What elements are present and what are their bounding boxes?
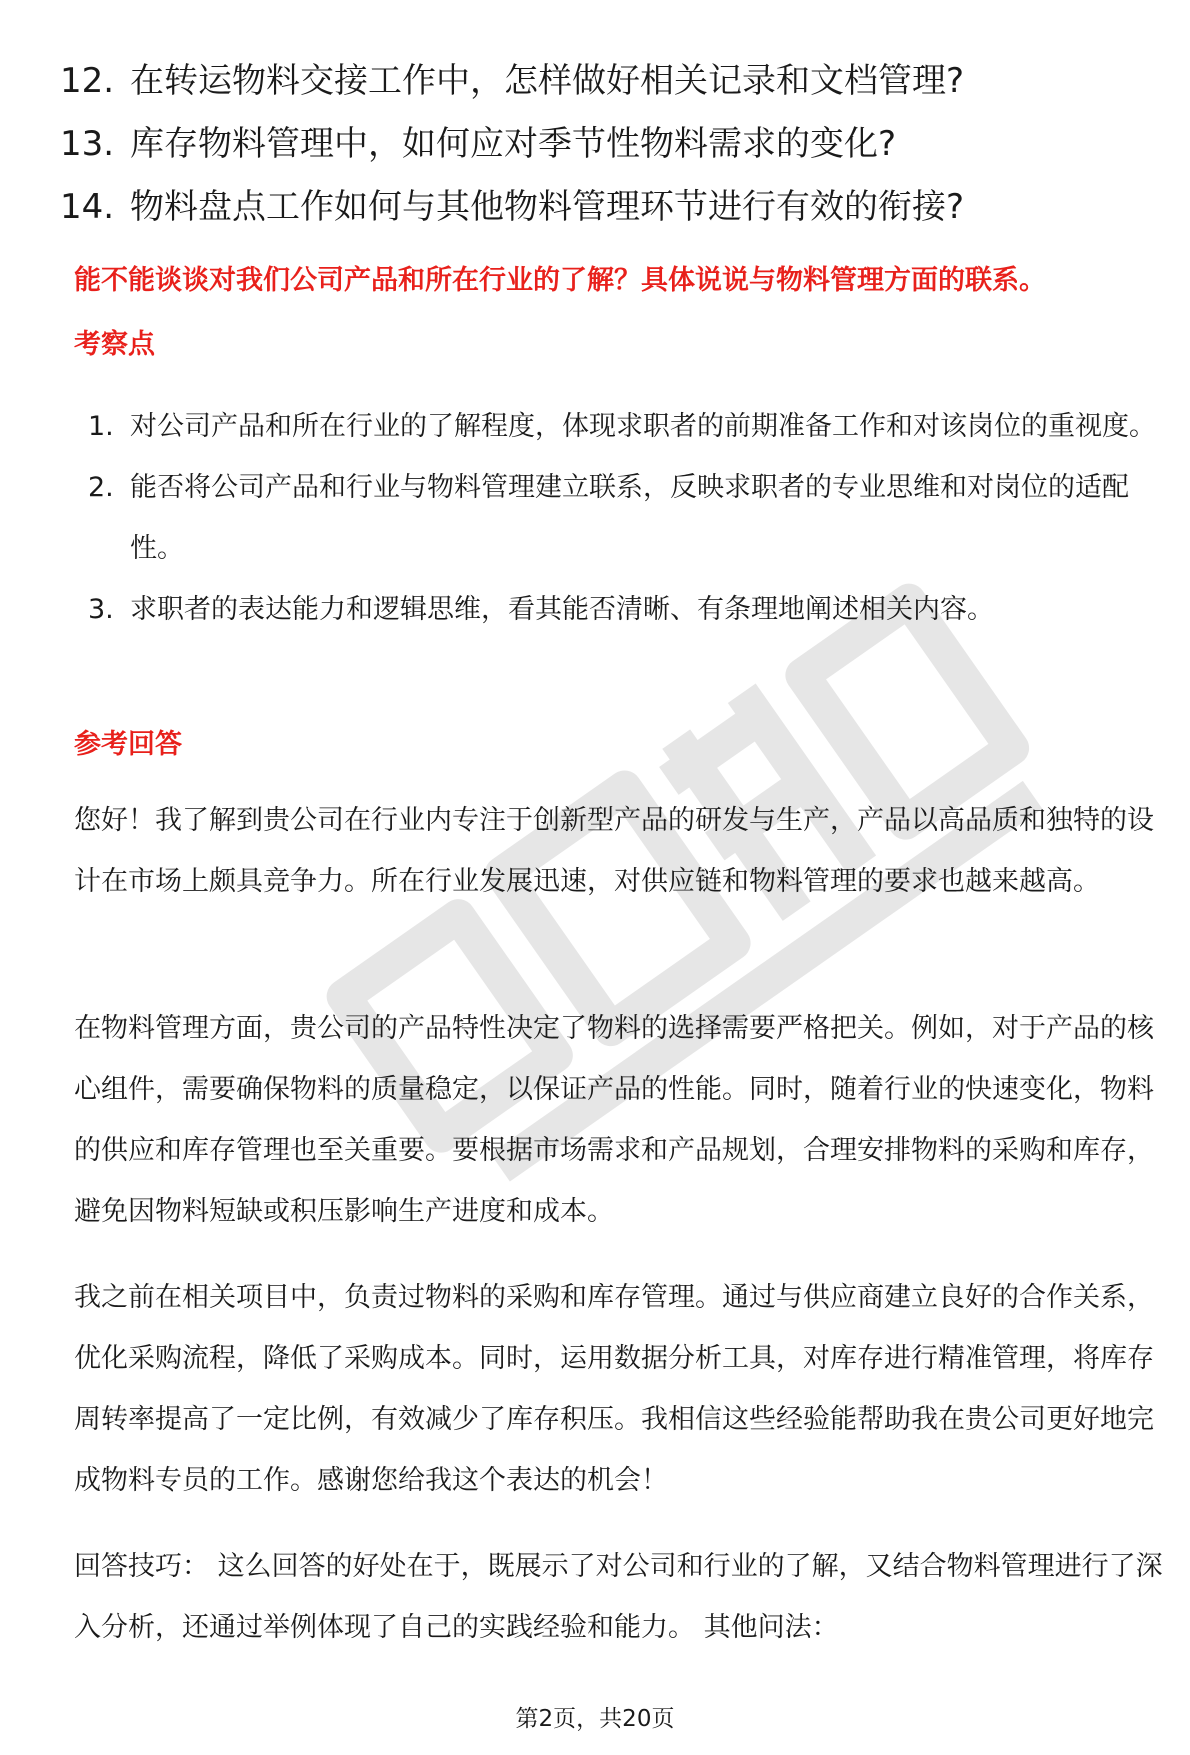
exam-point-item: 3. 求职者的表达能力和逻辑思维，看其能否清晰、有条理地阐述相关内容。 xyxy=(88,594,994,625)
page-footer: 第2页，共20页 xyxy=(515,1706,675,1732)
answer-paragraph: 在物料管理方面，贵公司的产品特性决定了物料的选择需要严格把关。例如，对于产品的核心组件，需要确保物料的质量稳定，以保证产品的性能。同时，随着行业的快速变化，物料的供应和库存管理也至关重要。要根据市场需求和产品规划，合理安排物料的采购和库存，避免因物料短缺或积压影响生产进度和成本。 xyxy=(74,1013,1154,1227)
main-question-heading: 能不能谈谈对我们公司产品和所在行业的了解？具体说说与物料管理方面的联系。 xyxy=(74,265,1046,296)
exam-points-list xyxy=(88,396,1158,640)
exam-points-heading: 考察点 xyxy=(74,329,155,360)
question-item: 12. 在转运物料交接工作中，怎样做好相关记录和文档管理? xyxy=(60,61,965,101)
question-item: 14. 物料盘点工作如何与其他物料管理环节进行有效的衔接? xyxy=(60,187,965,227)
exam-point-item: 1. 对公司产品和所在行业的了解程度，体现求职者的前期准备工作和对该岗位的重视度。 xyxy=(88,411,1156,442)
answer-paragraph: 您好！我了解到贵公司在行业内专注于创新型产品的研发与生产，产品以高品质和独特的设计在市场上颇具竞争力。所在行业发展迅速，对供应链和物料管理的要求也越来越高。 xyxy=(74,805,1154,897)
exam-point-item: 2. 能否将公司产品和行业与物料管理建立联系，反映求职者的专业思维和对岗位的适配性。 xyxy=(88,472,1129,564)
answer-heading: 参考回答 xyxy=(74,729,182,760)
answer-paragraph: 我之前在相关项目中，负责过物料的采购和库存管理。通过与供应商建立良好的合作关系，优化采购流程，降低了采购成本。同时，运用数据分析工具，对库存进行精准管理，将库存周转率提高了一定比例，有效减少了库存积压。我相信这些经验能帮助我在贵公司更好地完成物料专员的工作。感谢您给我这个表达的机会！ xyxy=(74,1282,1154,1496)
question-item: 13. 库存物料管理中，如何应对季节性物料需求的变化? xyxy=(60,124,897,164)
question-list xyxy=(60,50,1140,239)
answer-tips-paragraph: 回答技巧： 这么回答的好处在于，既展示了对公司和行业的了解，又结合物料管理进行了深入分析，还通过举例体现了自己的实践经验和能力。 其他问法： xyxy=(74,1551,1163,1643)
